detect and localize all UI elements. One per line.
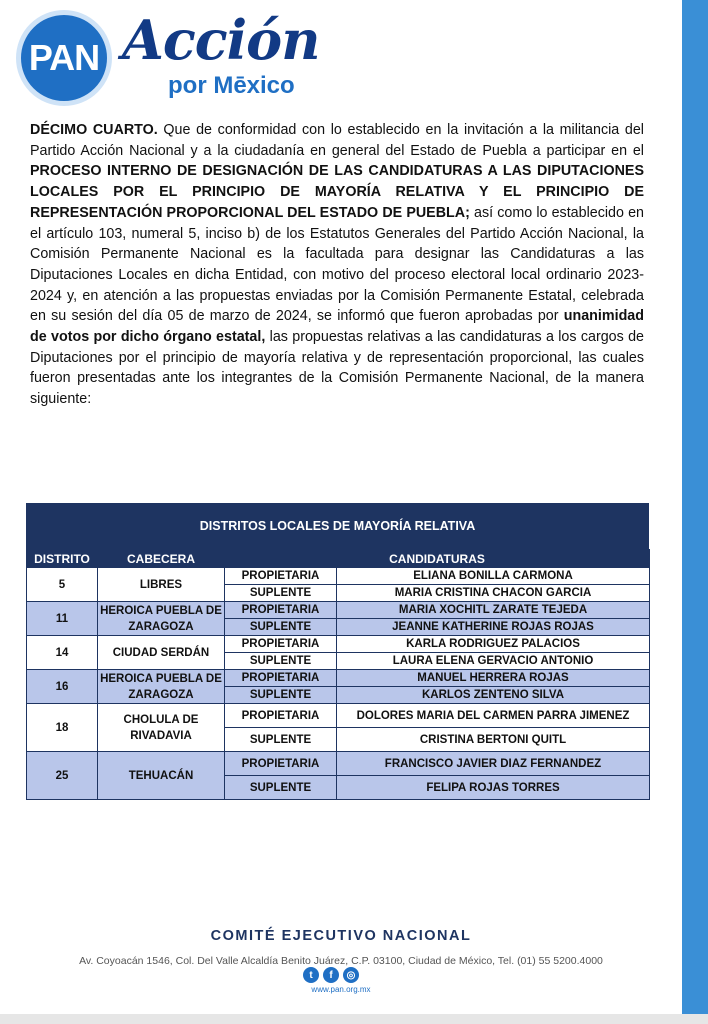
body-text-1: Que de conformidad con lo establecido en la invitación a la militancia del Partido Acción Nacional y a la ciudadanía en general del Estado de Puebla a participar en el — [30, 122, 644, 159]
distrito-cell: 16 — [27, 670, 98, 704]
candidate-name-cell: CRISTINA BERTONI QUITL — [337, 728, 650, 752]
candidates-table — [26, 549, 650, 800]
pan-circle-logo — [16, 10, 112, 106]
role-cell: PROPIETARIA — [225, 704, 337, 728]
table-header-row — [27, 550, 650, 568]
distrito-cell: 25 — [27, 752, 98, 800]
instagram-icon[interactable]: ◎ — [343, 967, 359, 983]
cabecera-cell: TEHUACÁN — [98, 752, 225, 800]
twitter-icon[interactable]: t — [303, 967, 319, 983]
pan-logo-text: PAN — [28, 37, 100, 78]
distrito-cell: 11 — [27, 602, 98, 636]
facebook-icon[interactable]: f — [323, 967, 339, 983]
role-cell: SUPLENTE — [225, 619, 337, 636]
side-accent-bar — [682, 0, 708, 1024]
table-title: DISTRITOS LOCALES DE MAYORÍA RELATIVA — [26, 503, 649, 549]
role-cell: SUPLENTE — [225, 687, 337, 704]
header-distrito: DISTRITO — [27, 550, 98, 568]
footer-title: COMITÉ EJECUTIVO NACIONAL — [210, 928, 472, 944]
candidate-name-cell: FRANCISCO JAVIER DIAZ FERNANDEZ — [337, 752, 650, 776]
candidate-name-cell: MANUEL HERRERA ROJAS — [337, 670, 650, 687]
header-cabecera: CABECERA — [98, 550, 225, 568]
social-icons — [300, 967, 362, 983]
role-cell: PROPIETARIA — [225, 602, 337, 619]
table-row — [27, 704, 650, 728]
candidate-name-cell: KARLOS ZENTENO SILVA — [337, 687, 650, 704]
table-row — [27, 670, 650, 687]
candidate-name-cell: FELIPA ROJAS TORRES — [337, 776, 650, 800]
distrito-cell: 14 — [27, 636, 98, 670]
footer-website-link[interactable]: www.pan.org.mx — [311, 985, 371, 994]
process-title: PROCESO INTERNO DE DESIGNACIÓN DE LAS CANDIDATURAS A LAS DIPUTACIONES LOCALES POR EL PRINCIPIO DE MAYORÍA RELATIVA Y EL PRINCIPIO DE REPRESENTACIÓN PROPORCIONAL DEL ESTADO DE PUEBLA; — [30, 163, 644, 221]
table-row — [27, 568, 650, 585]
role-cell: SUPLENTE — [225, 728, 337, 752]
cabecera-cell: CHOLULA DE RIVADAVIA — [98, 704, 225, 752]
role-cell: PROPIETARIA — [225, 752, 337, 776]
table-row — [27, 602, 650, 619]
footer-address: Av. Coyoacán 1546, Col. Del Valle Alcaldía Benito Juárez, C.P. 03100, Ciudad de México, Tel. (01) 55 5200.4000 — [79, 955, 603, 967]
header-candidaturas: CANDIDATURAS — [225, 550, 650, 568]
cabecera-cell: HEROICA PUEBLA DE ZARAGOZA — [98, 602, 225, 636]
body-text-2: así como lo establecido en el artículo 103, numeral 5, inciso b) de los Estatutos Generales del Partido Acción Nacional, la Comisión Permanente Nacional es la facultada para designar las Candidaturas a las Diputaciones Locales en dicha Entidad, con motivo del proceso electoral local ordinario 2023-2024 y, en atención a las propuestas enviadas por la Comisión Permanente Estatal, celebrada en su sesión del día 05 de marzo de 2024, se informó que fueron aprobadas por — [30, 204, 644, 325]
candidate-name-cell: JEANNE KATHERINE ROJAS ROJAS — [337, 619, 650, 636]
role-cell: SUPLENTE — [225, 776, 337, 800]
candidates-table-wrap — [26, 503, 649, 800]
cabecera-cell: LIBRES — [98, 568, 225, 602]
body-text-3: las propuestas relativas a las candidaturas a los cargos de Diputaciones por el principio de mayoría relativa y de representación proporcional, las cuales fueron presentadas ante los integrantes de la Comisión Permanente Nacional, de la manera siguiente: — [30, 329, 644, 408]
table-row — [27, 636, 650, 653]
unanimity-text: unanimidad de votos por dicho órgano estatal, — [30, 308, 644, 346]
distrito-cell: 5 — [27, 568, 98, 602]
role-cell: SUPLENTE — [225, 653, 337, 670]
por-mexico-logo-text: por Mēxico — [168, 72, 295, 99]
role-cell: PROPIETARIA — [225, 670, 337, 687]
candidate-name-cell: DOLORES MARIA DEL CARMEN PARRA JIMENEZ — [337, 704, 650, 728]
cabecera-cell: HEROICA PUEBLA DE ZARAGOZA — [98, 670, 225, 704]
role-cell: PROPIETARIA — [225, 636, 337, 653]
candidate-name-cell: KARLA RODRIGUEZ PALACIOS — [337, 636, 650, 653]
role-cell: PROPIETARIA — [225, 568, 337, 585]
distrito-cell: 18 — [27, 704, 98, 752]
candidate-name-cell: MARIA CRISTINA CHACON GARCIA — [337, 585, 650, 602]
cabecera-cell: CIUDAD SERDÁN — [98, 636, 225, 670]
role-cell: SUPLENTE — [225, 585, 337, 602]
candidate-name-cell: ELIANA BONILLA CARMONA — [337, 568, 650, 585]
pan-logo — [16, 6, 320, 106]
section-heading: DÉCIMO CUARTO. — [30, 122, 158, 138]
table-row — [27, 752, 650, 776]
candidate-name-cell: MARIA XOCHITL ZARATE TEJEDA — [337, 602, 650, 619]
candidate-name-cell: LAURA ELENA GERVACIO ANTONIO — [337, 653, 650, 670]
accion-logo-text: Acción — [122, 8, 320, 72]
bottom-strip — [0, 1014, 708, 1024]
body-paragraph — [30, 120, 644, 410]
